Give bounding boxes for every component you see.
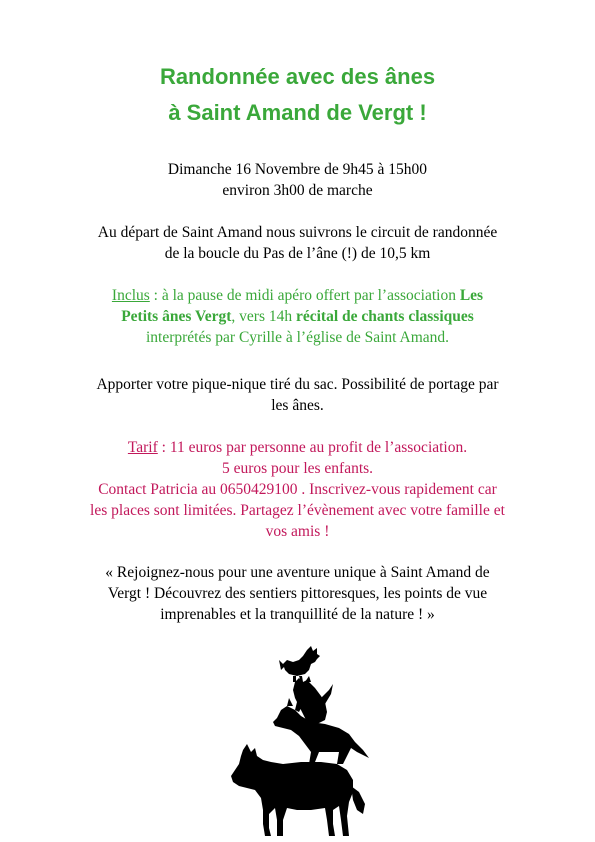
friends-line: vos amis ! [265, 523, 330, 540]
duration-line: environ 3h00 de marche [222, 182, 373, 199]
pricing-children: 5 euros pour les enfants. [221, 460, 374, 477]
quote-paragraph [40, 562, 555, 625]
picnic-paragraph [40, 374, 555, 416]
included-line-3: interprétés par Cyrille à l’église de Saint Amand. [145, 329, 450, 346]
quote-line-1: « Rejoignez-nous pour une aventure unique à Saint Amand de [105, 564, 490, 581]
date-line: Dimanche 16 Novembre de 9h45 à 15h00 [167, 161, 428, 178]
limited-places-line: les places sont limitées. Partagez l’évènement avec votre famille et [90, 502, 505, 519]
pricing-adult: : 11 euros par personne au profit de l’association. [157, 439, 468, 456]
departure-paragraph [40, 222, 555, 264]
pricing-paragraph [40, 437, 555, 542]
included-text-2: , vers 14h [231, 308, 296, 325]
included-line-1 [40, 285, 555, 306]
rooster-icon [279, 646, 320, 682]
quote-line-2: Vergt ! Découvrez des sentiers pittoresques, les points de vue [107, 585, 488, 602]
pricing-label: Tarif [127, 439, 158, 456]
departure-line-2: de la boucle du Pas de l’âne (!) de 10,5 km [164, 245, 431, 262]
title-line-1: Randonnée avec des ânes [159, 64, 436, 89]
included-paragraph [40, 285, 555, 348]
pricing-line-1 [40, 437, 555, 458]
recital-text: récital de chants classiques [295, 308, 474, 325]
included-line-2 [40, 306, 555, 327]
included-label: Inclus [111, 287, 150, 304]
association-name-2: Petits ânes Vergt [121, 308, 232, 325]
picnic-line-2: les ânes. [271, 397, 324, 414]
picnic-line-1: Apporter votre pique-nique tiré du sac. Possibilité de portage par [96, 376, 499, 393]
title-line-2: à Saint Amand de Vergt ! [168, 100, 427, 125]
included-text-1: : à la pause de midi apéro offert par l’association [149, 287, 460, 304]
association-name-1: Les [459, 287, 484, 304]
animal-stack-silhouette-icon [225, 640, 375, 840]
date-paragraph [40, 159, 555, 201]
quote-line-3: imprenables et la tranquillité de la nature ! » [160, 606, 435, 623]
departure-line-1: Au départ de Saint Amand nous suivrons le circuit de randonnée [97, 224, 498, 241]
contact-line: Contact Patricia au 0650429100 . Inscrivez-vous rapidement car [98, 481, 497, 498]
